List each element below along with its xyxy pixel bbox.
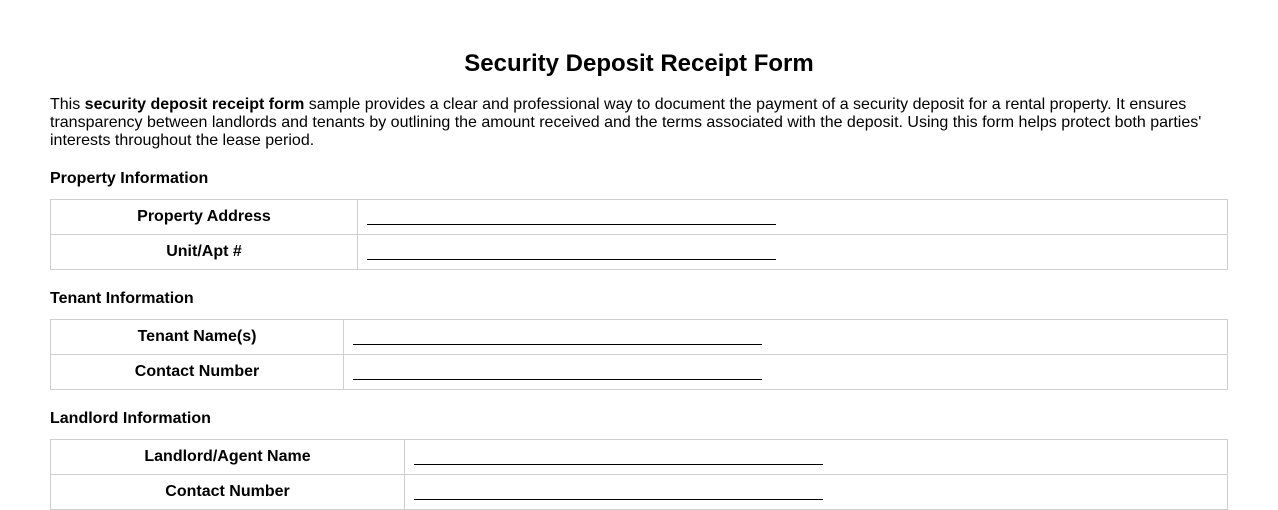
document-page bbox=[50, 0, 1228, 510]
table-row bbox=[51, 355, 1228, 390]
landlord-name-label: Landlord/Agent Name bbox=[51, 440, 405, 475]
landlord-contact-field[interactable] bbox=[405, 475, 1228, 510]
property-section-heading: Property Information bbox=[50, 170, 209, 187]
table-row bbox=[51, 320, 1228, 355]
tenant-names-field[interactable] bbox=[344, 320, 1228, 355]
property-address-field[interactable] bbox=[358, 200, 1228, 235]
property-address-label: Property Address bbox=[51, 200, 358, 235]
landlord-section-heading: Landlord Information bbox=[50, 410, 211, 427]
landlord-name-field[interactable] bbox=[405, 440, 1228, 475]
unit-apt-label: Unit/Apt # bbox=[51, 235, 358, 270]
tenant-contact-label: Contact Number bbox=[51, 355, 344, 390]
page-title: Security Deposit Receipt Form bbox=[464, 50, 814, 77]
intro-paragraph bbox=[50, 96, 1220, 150]
table-row bbox=[51, 200, 1228, 235]
landlord-contact-label: Contact Number bbox=[51, 475, 405, 510]
tenant-contact-field[interactable] bbox=[344, 355, 1228, 390]
intro-bold-term: security deposit receipt form bbox=[84, 96, 305, 113]
property-address-blank-line[interactable] bbox=[367, 224, 776, 225]
landlord-name-blank-line[interactable] bbox=[414, 464, 823, 465]
tenant-info-table bbox=[50, 319, 1228, 390]
tenant-names-label: Tenant Name(s) bbox=[51, 320, 344, 355]
intro-suffix: sample provides a clear and professional way to document the payment of a security deposit for a rental property. It ensures transparency between landlords and tenants by outlining the amount received and the terms associated with the deposit. Using this form helps protect both parties' interests throughout the lease period. bbox=[50, 96, 1202, 149]
unit-apt-field[interactable] bbox=[358, 235, 1228, 270]
table-row bbox=[51, 475, 1228, 510]
tenant-names-blank-line[interactable] bbox=[353, 344, 762, 345]
table-row bbox=[51, 235, 1228, 270]
tenant-contact-blank-line[interactable] bbox=[353, 379, 762, 380]
unit-apt-blank-line[interactable] bbox=[367, 259, 776, 260]
property-info-table bbox=[50, 199, 1228, 270]
landlord-contact-blank-line[interactable] bbox=[414, 499, 823, 500]
intro-prefix: This bbox=[50, 96, 85, 113]
table-row bbox=[51, 440, 1228, 475]
landlord-info-table bbox=[50, 439, 1228, 510]
tenant-section-heading: Tenant Information bbox=[50, 290, 194, 307]
